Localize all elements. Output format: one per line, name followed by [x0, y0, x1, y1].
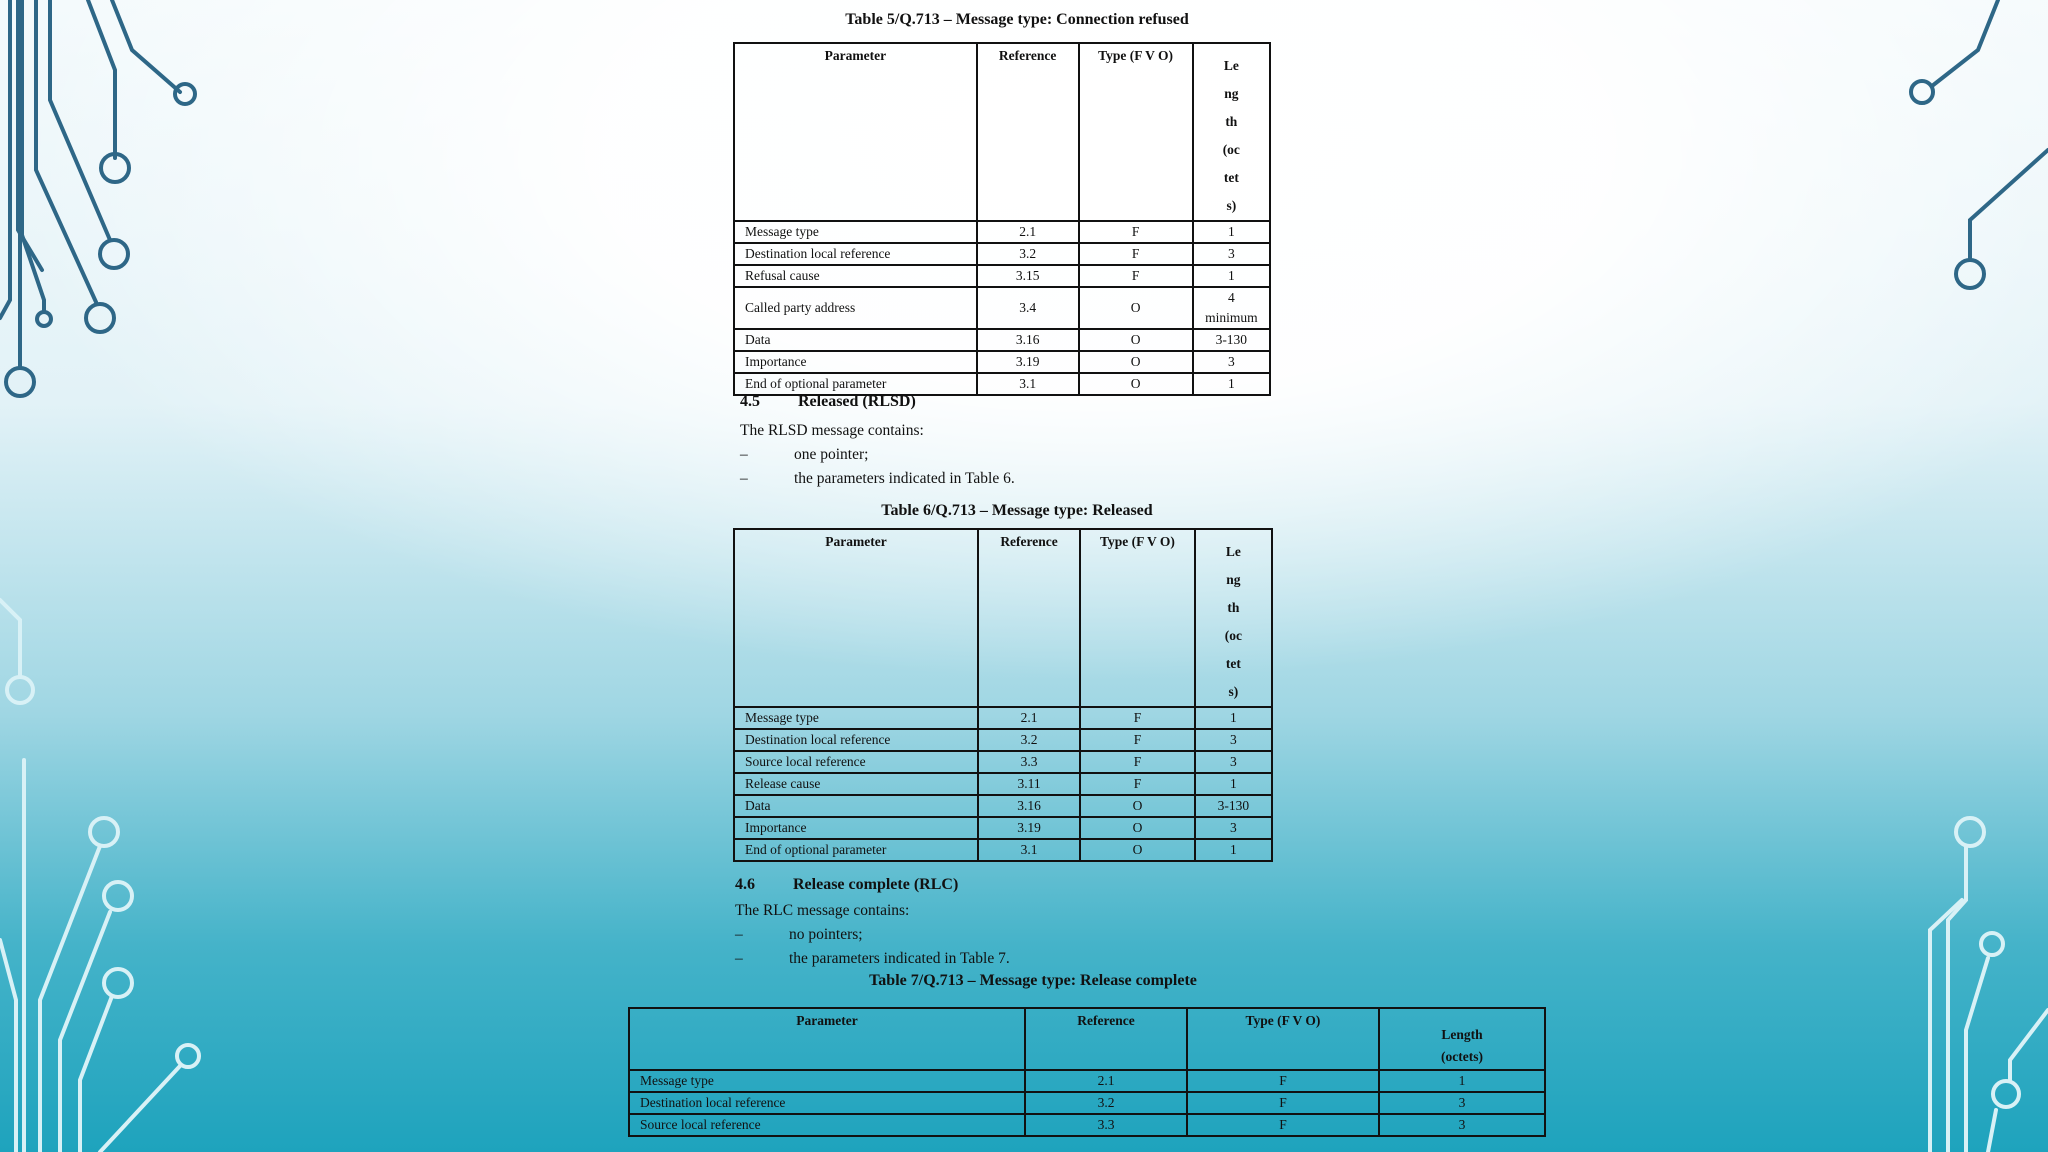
table-cell: Source local reference — [629, 1114, 1025, 1136]
table-cell: 3 — [1195, 729, 1272, 751]
table-cell: 2.1 — [978, 707, 1080, 729]
table6-length-line: ng — [1226, 572, 1241, 587]
table6-length-line: th — [1227, 600, 1240, 615]
table5-header-type: Type (F V O) — [1079, 43, 1193, 221]
table-row — [734, 221, 1270, 243]
list-dash: – — [735, 926, 743, 943]
table-cell: Data — [734, 329, 977, 351]
table7-length-line: Length — [1441, 1027, 1483, 1042]
table-cell: 3 — [1379, 1092, 1545, 1114]
table-cell: F — [1080, 773, 1195, 795]
list-item — [740, 470, 1015, 488]
table5-caption: Table 5/Q.713 – Message type: Connection refused — [845, 11, 1189, 28]
table6-caption: Table 6/Q.713 – Message type: Released — [881, 502, 1153, 519]
table-row — [734, 751, 1272, 773]
table-cell: Message type — [629, 1070, 1025, 1092]
table-cell: 1 — [1195, 773, 1272, 795]
section-4-5-intro: The RLSD message contains: — [740, 422, 924, 439]
table-cell: Release cause — [734, 773, 978, 795]
table7-header-row — [629, 1008, 1545, 1070]
list-item — [740, 446, 868, 464]
table-cell: F — [1187, 1070, 1379, 1092]
table-row — [629, 1092, 1545, 1114]
table-cell: Called party address — [734, 287, 977, 329]
table-cell: 3.3 — [978, 751, 1080, 773]
table7-caption: Table 7/Q.713 – Message type: Release complete — [869, 972, 1197, 989]
table-cell: 3 — [1193, 351, 1270, 373]
table-row — [734, 729, 1272, 751]
section-4-6-heading — [735, 876, 958, 894]
table7-header-parameter: Parameter — [629, 1008, 1025, 1070]
table-cell: 3.16 — [977, 329, 1079, 351]
table-row — [734, 329, 1270, 351]
table-row — [734, 373, 1270, 395]
table-row — [734, 795, 1272, 817]
list-dash: – — [740, 470, 748, 487]
table-cell: Importance — [734, 351, 977, 373]
table-cell: Destination local reference — [629, 1092, 1025, 1114]
list-dash: – — [740, 446, 748, 463]
table7-header-reference: Reference — [1025, 1008, 1187, 1070]
list-item-text: one pointer; — [794, 446, 869, 463]
table-cell: F — [1079, 265, 1193, 287]
table-cell: F — [1080, 729, 1195, 751]
table-cell: 3.11 — [978, 773, 1080, 795]
table-cell: 1 — [1195, 707, 1272, 729]
table-row — [734, 707, 1272, 729]
table7-header-type: Type (F V O) — [1187, 1008, 1379, 1070]
table-cell: Source local reference — [734, 751, 978, 773]
table-cell: 3.19 — [978, 817, 1080, 839]
table6-header-row — [734, 529, 1272, 707]
table5-length-line: th — [1225, 114, 1238, 129]
table-cell: O — [1079, 373, 1193, 395]
table-row — [734, 243, 1270, 265]
table5-length-line: Le — [1223, 58, 1239, 73]
table-cell: 3 — [1195, 751, 1272, 773]
table-row — [629, 1070, 1545, 1092]
table-cell: 3 — [1193, 243, 1270, 265]
table-row — [734, 265, 1270, 287]
table-cell: 3.2 — [978, 729, 1080, 751]
list-item-text: no pointers; — [789, 926, 863, 943]
section-number: 4.5 — [740, 393, 760, 410]
table-cell: 3.19 — [977, 351, 1079, 373]
table-cell: 1 — [1195, 839, 1272, 861]
table-cell: 1 — [1193, 265, 1270, 287]
table7-length-line: (octets) — [1441, 1049, 1483, 1064]
table-cell: 2.1 — [977, 221, 1079, 243]
table-cell: 2.1 — [1025, 1070, 1187, 1092]
table6-header-type: Type (F V O) — [1080, 529, 1195, 707]
table-row — [734, 817, 1272, 839]
table-cell: F — [1080, 751, 1195, 773]
list-item-text: the parameters indicated in Table 7. — [789, 950, 1010, 967]
table6-length-line: (oc — [1224, 628, 1243, 643]
table-row — [734, 773, 1272, 795]
table-cell: O — [1079, 329, 1193, 351]
table5-length-line: (oc — [1222, 142, 1240, 157]
table5-header-reference: Reference — [977, 43, 1079, 221]
list-dash: – — [735, 950, 743, 967]
table-cell: 3.16 — [978, 795, 1080, 817]
table-cell: 3-130 — [1193, 329, 1270, 351]
section-number: 4.6 — [735, 876, 755, 893]
table-cell: Destination local reference — [734, 243, 977, 265]
table-cell: Data — [734, 795, 978, 817]
table-cell: O — [1080, 839, 1195, 861]
table-cell: 1 — [1193, 373, 1270, 395]
table5 — [733, 42, 1271, 396]
table6-header-parameter: Parameter — [734, 529, 978, 707]
table-cell: O — [1079, 287, 1193, 329]
table-cell: 1 — [1379, 1070, 1545, 1092]
table5-length-line: ng — [1224, 86, 1239, 101]
table6-header-length — [1195, 529, 1272, 707]
table-cell: F — [1187, 1092, 1379, 1114]
table-row — [629, 1114, 1545, 1136]
section-4-6-intro: The RLC message contains: — [735, 902, 910, 919]
table6-length-line: s) — [1228, 684, 1239, 699]
table-cell: 3-130 — [1195, 795, 1272, 817]
table-cell: F — [1079, 243, 1193, 265]
table-cell: F — [1079, 221, 1193, 243]
table5-length-line: tet — [1223, 170, 1239, 185]
table-cell: 3.2 — [977, 243, 1079, 265]
table-cell: O — [1080, 795, 1195, 817]
table5-length-line: s) — [1226, 198, 1237, 213]
table7-header-length — [1379, 1008, 1545, 1070]
table-cell: 3 — [1379, 1114, 1545, 1136]
table5-header-length — [1193, 43, 1270, 221]
list-item — [735, 950, 1010, 968]
table-row — [734, 287, 1270, 329]
table-cell: 3.3 — [1025, 1114, 1187, 1136]
table-cell: 1 — [1193, 221, 1270, 243]
list-item-text: the parameters indicated in Table 6. — [794, 470, 1015, 487]
table-cell: Message type — [734, 221, 977, 243]
table-cell: O — [1080, 817, 1195, 839]
section-title: Released (RLSD) — [798, 393, 916, 410]
table-cell: Importance — [734, 817, 978, 839]
table5-header-parameter: Parameter — [734, 43, 977, 221]
table-cell: Message type — [734, 707, 978, 729]
section-4-5-heading — [740, 393, 916, 411]
section-title: Release complete (RLC) — [793, 876, 959, 893]
table-row — [734, 351, 1270, 373]
table-cell: End of optional parameter — [734, 839, 978, 861]
table-cell: 3.1 — [978, 839, 1080, 861]
table-cell: End of optional parameter — [734, 373, 977, 395]
table-cell: 3.15 — [977, 265, 1079, 287]
table-cell: 3.2 — [1025, 1092, 1187, 1114]
table-cell: 3 — [1195, 817, 1272, 839]
list-item — [735, 926, 863, 944]
table6-length-line: tet — [1225, 656, 1241, 671]
table6-header-reference: Reference — [978, 529, 1080, 707]
table-cell: Destination local reference — [734, 729, 978, 751]
table-cell: F — [1080, 707, 1195, 729]
table-cell: F — [1187, 1114, 1379, 1136]
table-cell: O — [1079, 351, 1193, 373]
table5-header-row — [734, 43, 1270, 221]
table7 — [628, 1007, 1546, 1137]
table-cell: 3.1 — [977, 373, 1079, 395]
table6-length-line: Le — [1225, 544, 1241, 559]
table6 — [733, 528, 1273, 862]
table-cell: Refusal cause — [734, 265, 977, 287]
table-row — [734, 839, 1272, 861]
table-cell: 3.4 — [977, 287, 1079, 329]
table-cell: 4 minimum — [1193, 287, 1270, 329]
